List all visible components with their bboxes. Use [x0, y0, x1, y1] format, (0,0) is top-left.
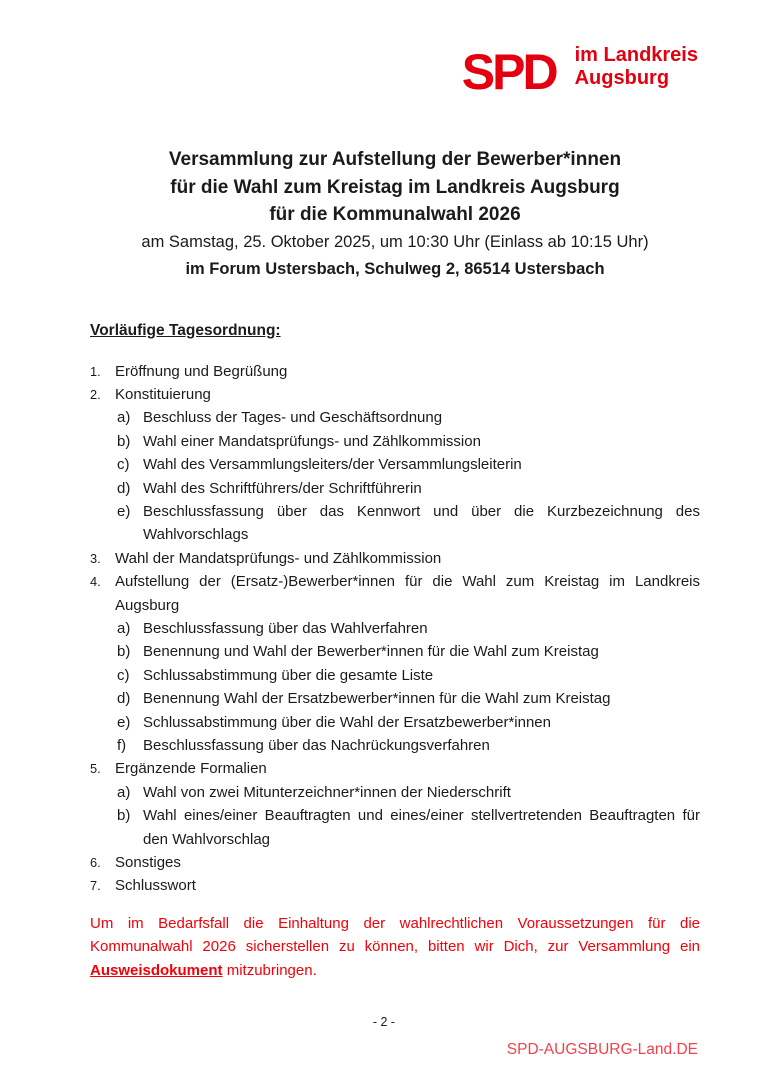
- notice-text-start: Um im Bedarfsfall die Einhaltung der wahlrechtlichen Voraussetzungen für die Kommunalwahl 2026 sicherstellen zu können, bitten wir Dich, zur Versammlung ein: [90, 914, 700, 956]
- agenda-item: [90, 851, 700, 874]
- agenda-subitem-text: Wahl einer Mandatsprüfungs- und Zählkommission: [143, 432, 481, 450]
- agenda-subitem-letter: b): [117, 807, 131, 825]
- agenda-subitem: [117, 640, 700, 663]
- agenda-subitem-letter: b): [117, 432, 131, 450]
- agenda-subitem-text: Wahl eines/einer Beauftragten und eines/einer stellvertretenden Beauftragten für den Wahlvorschlag: [143, 807, 700, 848]
- agenda-subitem-text: Beschlussfassung über das Wahlverfahren: [143, 619, 428, 637]
- agenda-subitem-text: Schlussabstimmung über die Wahl der Ersatzbewerber*innen: [143, 713, 551, 731]
- agenda-item-number: 1.: [90, 363, 101, 379]
- agenda-item: [90, 547, 700, 570]
- agenda-subitem: [117, 453, 700, 476]
- agenda-subitem-text: Schlussabstimmung über die gesamte Liste: [143, 666, 434, 684]
- agenda-subitem: [117, 664, 700, 687]
- event-location: im Forum Ustersbach, Schulweg 2, 86514 Ustersbach: [185, 259, 605, 278]
- agenda-item-text: Sonstiges: [115, 854, 181, 872]
- agenda-subitem: [117, 804, 700, 851]
- spd-logo-wordmark: SPD: [461, 44, 556, 100]
- agenda-item-number: 4.: [90, 574, 101, 590]
- agenda-item-text: Ergänzende Formalien: [115, 760, 267, 778]
- agenda-subitem-text: Beschlussfassung über das Nachrückungsverfahren: [143, 737, 490, 754]
- agenda-subitem-letter: a): [117, 409, 131, 427]
- document-title-line3: für die Kommunalwahl 2026: [269, 204, 521, 225]
- agenda-subitem: [117, 734, 700, 757]
- agenda-list: [90, 360, 700, 898]
- document-title-line2: für die Wahl zum Kreistag im Landkreis Augsburg: [170, 176, 620, 198]
- agenda-subitem-text: Wahl von zwei Mitunterzeichner*innen der Niederschrift: [143, 783, 511, 801]
- agenda-subitem: [117, 781, 700, 804]
- spd-logo-tagline-line2: Augsburg: [574, 67, 670, 89]
- agenda-subitem: [117, 477, 700, 500]
- page-number: - 2 -: [372, 1015, 396, 1029]
- agenda-item: [90, 383, 700, 406]
- agenda-subitem-letter: c): [117, 456, 130, 474]
- footer-website: SPD-AUGSBURG-Land.DE: [506, 1041, 698, 1058]
- notice-text-end: mitzubringen.: [222, 961, 317, 979]
- agenda-item: [90, 757, 700, 780]
- agenda-subitem-text: Benennung und Wahl der Bewerber*innen für die Wahl zum Kreistag: [143, 643, 599, 661]
- agenda-item-number: 7.: [90, 878, 101, 894]
- agenda-item-number: 6.: [90, 855, 101, 871]
- agenda-item-text: Aufstellung der (Ersatz-)Bewerber*innen für die Wahl zum Kreistag im Landkreis Augsburg: [115, 573, 700, 614]
- event-datetime: am Samstag, 25. Oktober 2025, um 10:30 Uhr (Einlass ab 10:15 Uhr): [141, 232, 649, 251]
- agenda-subitem-text: Beschluss der Tages- und Geschäftsordnung: [143, 409, 443, 427]
- notice-highlight: Ausweisdokument: [90, 961, 223, 979]
- document-title-line1: Versammlung zur Aufstellung der Bewerber*innen: [168, 149, 622, 170]
- agenda-subitem-text: Wahl des Schriftführers/der Schriftführerin: [143, 479, 422, 497]
- agenda-subitem: [117, 687, 700, 710]
- agenda-item-number: 2.: [90, 386, 101, 402]
- agenda-subitem: [117, 430, 700, 453]
- agenda-item-text: Wahl der Mandatsprüfungs- und Zählkommission: [115, 549, 442, 567]
- spd-logo-tagline-line1: im Landkreis: [574, 44, 698, 66]
- agenda-item-text: Konstituierung: [115, 385, 211, 403]
- agenda-subitem-letter: c): [117, 666, 130, 684]
- agenda-subitem: [117, 711, 700, 734]
- agenda-subitem-text: Beschlussfassung über das Kennwort und über die Kurzbezeichnung des Wahlvorschlags: [143, 502, 700, 544]
- agenda-item: [90, 570, 700, 617]
- agenda-item-number: 3.: [90, 550, 101, 566]
- agenda-subitem: [117, 406, 700, 429]
- agenda-subitem-letter: d): [117, 479, 131, 497]
- agenda-heading: Vorläufige Tagesordnung:: [90, 321, 281, 339]
- agenda-subitem-text: Wahl des Versammlungsleiters/der Versammlungsleiterin: [143, 456, 522, 474]
- spd-logo-tagline: [575, 44, 698, 91]
- title-block: [90, 0, 700, 283]
- agenda-item-text: Eröffnung und Begrüßung: [115, 362, 288, 380]
- agenda-subitem-letter: d): [117, 690, 131, 708]
- agenda-item: [90, 360, 700, 383]
- agenda-subitem-letter: a): [117, 783, 131, 801]
- agenda-subitem-letter: b): [117, 643, 131, 661]
- agenda-subitem-letter: e): [117, 502, 131, 520]
- agenda-item-number: 5.: [90, 761, 101, 777]
- agenda-subitem: [117, 617, 700, 640]
- agenda-subitem-text: Benennung Wahl der Ersatzbewerber*innen für die Wahl zum Kreistag: [143, 690, 611, 708]
- agenda-item-text: Schlusswort: [115, 877, 196, 895]
- notice-paragraph: [90, 912, 700, 982]
- agenda-item: [90, 874, 700, 897]
- spd-logo: [461, 44, 698, 100]
- agenda-subitem-letter: a): [117, 619, 131, 637]
- agenda-subitem-letter: e): [117, 713, 131, 731]
- agenda-subitem: [117, 500, 700, 547]
- agenda-subitem-letter: f): [117, 737, 127, 754]
